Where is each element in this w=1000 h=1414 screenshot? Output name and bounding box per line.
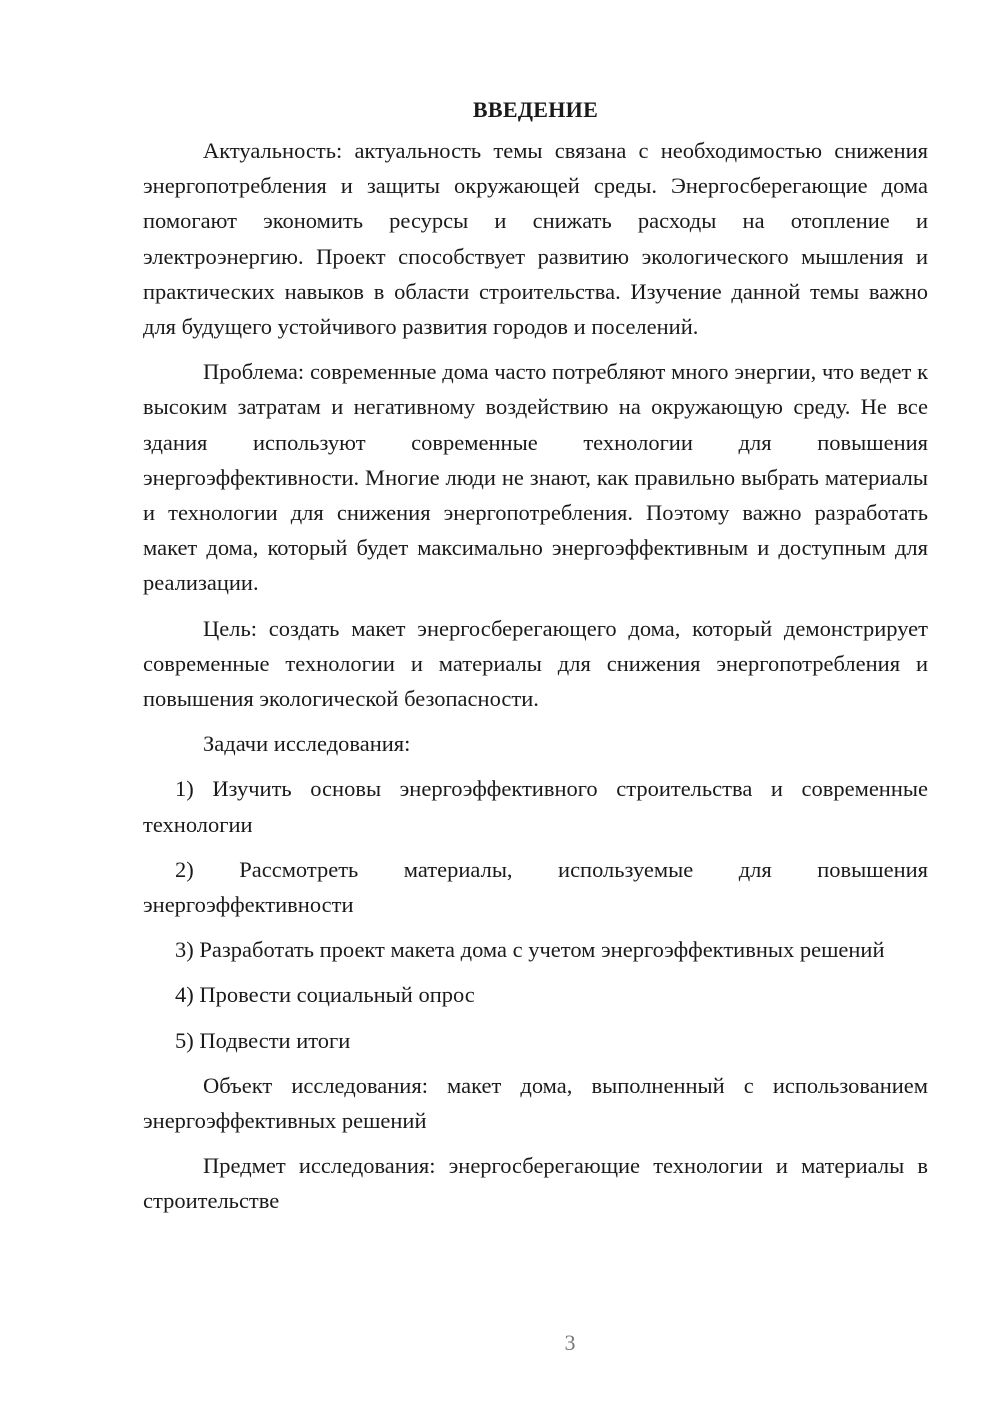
- page-number: 3: [564, 1330, 576, 1355]
- page-title: ВВЕДЕНИЕ: [472, 97, 599, 122]
- task-item: 5) Подвести итоги: [175, 1027, 351, 1053]
- task-item: 3) Разработать проект макета дома с учетом энергоэффективных решений: [175, 937, 885, 963]
- task-item: 4) Провести социальный опрос: [175, 982, 475, 1008]
- object-paragraph: Объект исследования: макет дома, выполненный с использованием энергоэффективных решений: [143, 1072, 928, 1134]
- problem-paragraph: Проблема: современные дома часто потребляют много энергии, что ведет к высоким затратам и негативному воздействию на окружающую среду. Не все здания используют современные технологии для повышения энергоэффективности. Многие люди не знают, как правильно выбрать материалы и технологии для снижения энергопотребления. Поэтому важно разработать макет дома, который будет максимально энергоэффективным и доступным для реализации.: [143, 359, 928, 596]
- task-item: 1) Изучить основы энергоэффективного строительства и современные технологии: [143, 776, 928, 837]
- tasks-heading: Задачи исследования:: [203, 731, 411, 757]
- goal-paragraph: Цель: создать макет энергосберегающего дома, который демонстрирует современные технологии и материалы для снижения энергопотребления и повышения экологической безопасности.: [143, 615, 928, 712]
- page-content: [143, 92, 928, 1229]
- relevance-paragraph: Актуальность: актуальность темы связана с необходимостью снижения энергопотребления и защиты окружающей среды. Энергосберегающие дома помогают экономить ресурсы и снижать расходы на отопление и электроэнергию. Проект способствует развитию экологического мышления и практических навыков в области строительства. Изучение данной темы важно для будущего устойчивого развития городов и поселений.: [143, 138, 928, 340]
- task-item: 2) Рассмотреть материалы, используемые для повышения энергоэффективности: [143, 856, 928, 918]
- subject-paragraph: Предмет исследования: энергосберегающие технологии и материалы в строительстве: [143, 1153, 928, 1214]
